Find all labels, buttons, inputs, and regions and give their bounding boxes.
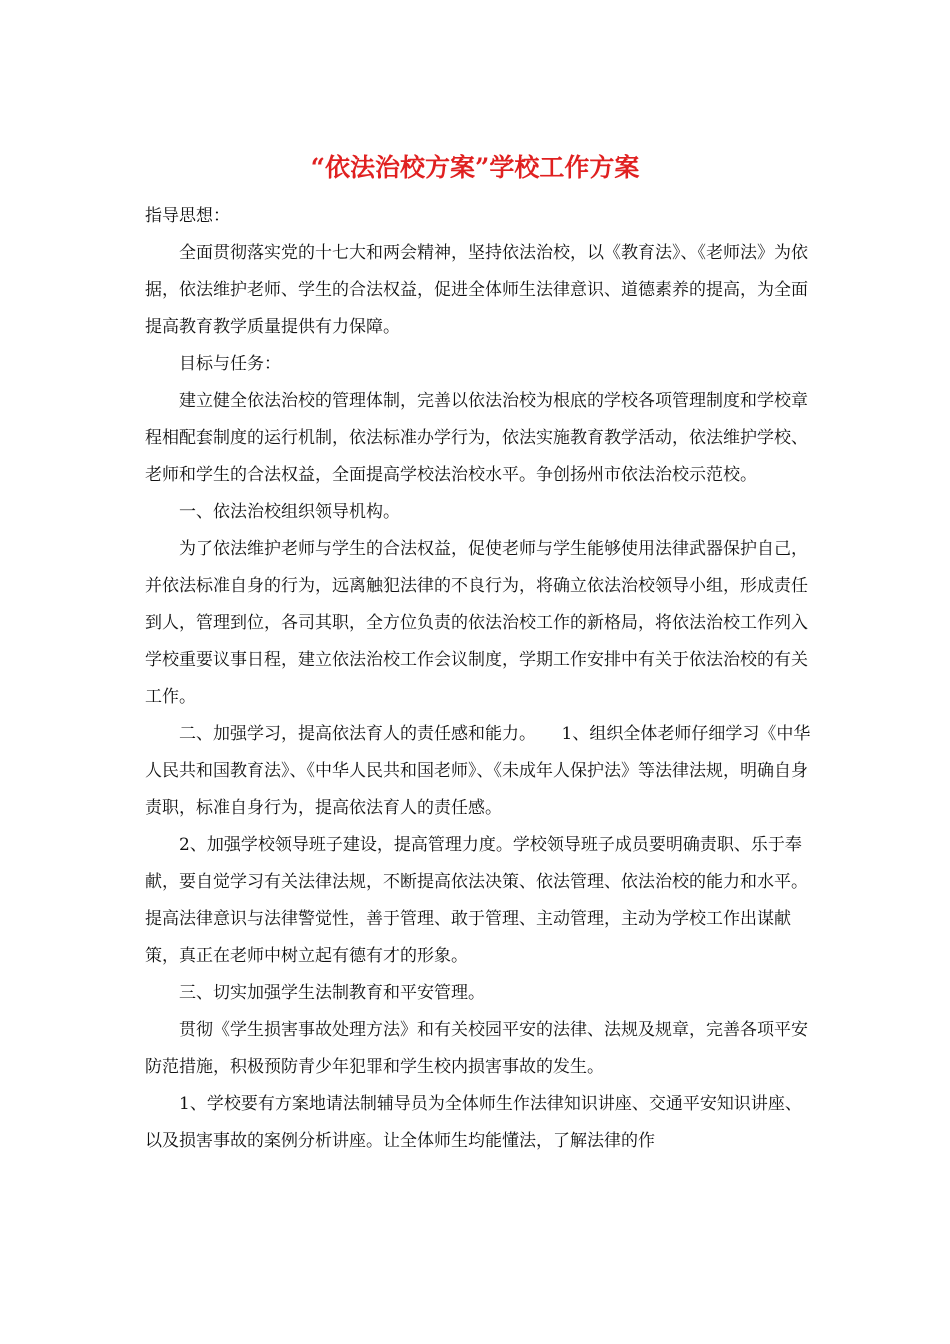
paragraph: 2、加强学校领导班子建设，提高管理力度。学校领导班子成员要明确责职、乐于奉献，要自觉学习有关法律法规，不断提高依法决策、依法管理、依法治校的能力和水平。提高法律意识与法律警觉性，善于管理、敢于管理、主动管理，主动为学校工作出谋献策，真正在老师中树立起有德有才的形象。 [145,835,808,966]
paragraph: 建立健全依法治校的管理体制，完善以依法治校为根底的学校各项管理制度和学校章程相配套制度的运行机制，依法标准办学行为，依法实施教育教学活动，依法维护学校、老师和学生的合法权益，全面提高学校法治校水平。争创扬州市依法治校示范校。 [145,391,808,485]
paragraph: 为了依法维护老师与学生的合法权益，促使老师与学生能够使用法律武器保护自己，并依法标准自身的行为，远离触犯法律的不良行为，将确立依法治校领导小组，形成责任到人，管理到位，各司其职，全方位负责的依法治校工作的新格局，将依法治校工作列入学校重要议事日程，建立依法治校工作会议制度，学期工作安排中有关于依法治校的有关工作。 [145,539,808,707]
paragraph: 三、切实加强学生法制教育和平安管理。 [179,983,485,1003]
paragraph: 二、加强学习，提高依法育人的责任感和能力。 1、组织全体老师仔细学习《中华人民共和国教育法》、《中华人民共和国老师》、《未成年人保护法》等法律法规，明确自身责职，标准自身行为，提高依法育人的责任感。 [145,724,811,818]
paragraph: 全面贯彻落实党的十七大和两会精神，坚持依法治校，以《教育法》、《老师法》为依据，依法维护老师、学生的合法权益，促进全体师生法律意识、道德素养的提高，为全面提高教育教学质量提供有力保障。 [145,243,808,337]
paragraph: 指导思想： [145,206,230,226]
paragraph: 一、依法治校组织领导机构。 [179,502,400,522]
document-title: “依法治校方案”学校工作方案 [310,153,640,182]
paragraph: 目标与任务： [179,354,281,374]
document-body [145,198,815,1160]
paragraph: 贯彻《学生损害事故处理方法》和有关校园平安的法律、法规及规章，完善各项平安防范措施，积极预防青少年犯罪和学生校内损害事故的发生。 [145,1020,808,1077]
paragraph: 1、学校要有方案地请法制辅导员为全体师生作法律知识讲座、交通平安知识讲座、以及损害事故的案例分析讲座。让全体师生均能懂法，了解法律的作 [145,1094,802,1151]
